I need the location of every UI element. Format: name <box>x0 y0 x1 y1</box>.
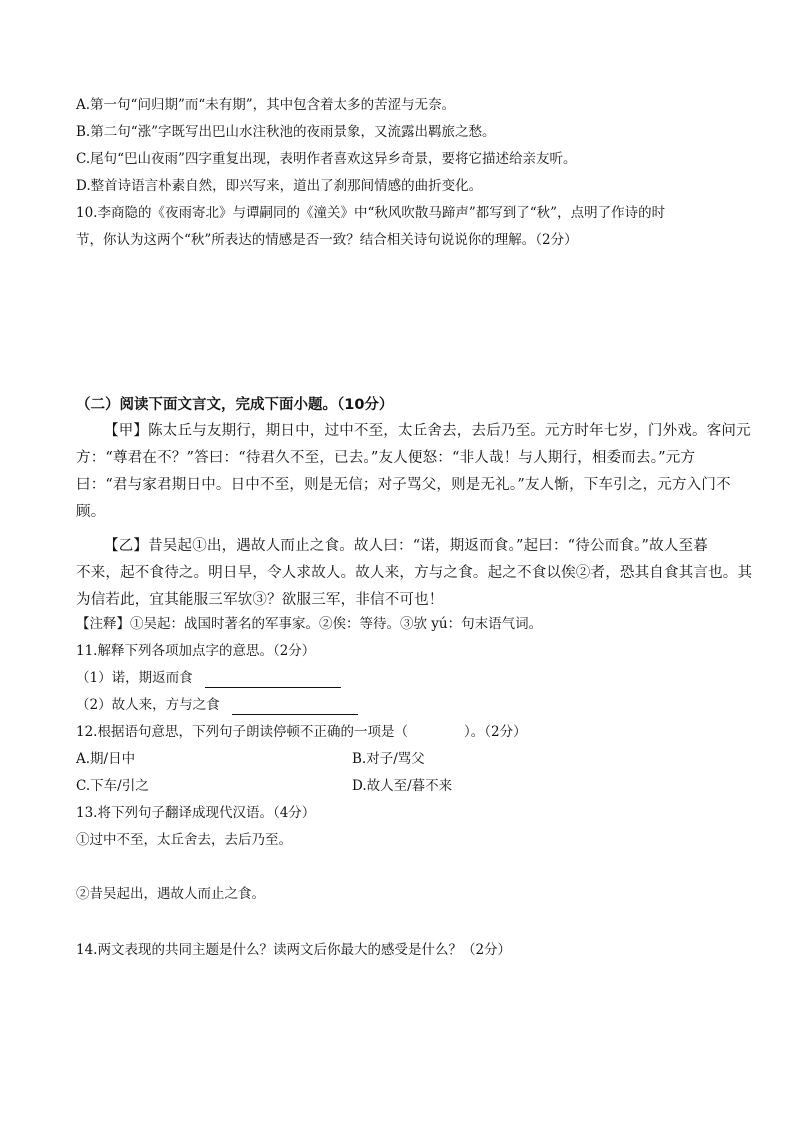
passage-jia-line-4: 顾。 <box>76 504 106 520</box>
question-12-option-a: A.期/日中 <box>76 751 136 767</box>
passage-yi-line-3: 为信若此，宜其能服三军欤③？欲服三军，非信不可也！ <box>76 592 444 608</box>
option-b: B.第二句“涨”字既写出巴山水注秋池的夜雨景象，又流露出羁旅之愁。 <box>76 124 496 140</box>
passage-yi-line-1: 【乙】昔吴起①出，遇故人而止之食。故人曰：“诺，期返而食。”起曰：“待公而食。”故人至暮 <box>104 538 708 554</box>
question-12-option-c: C.下车/引之 <box>76 778 149 794</box>
question-12-option-d: D.故人至/暮不来 <box>352 778 453 794</box>
question-11-item-2 <box>76 695 358 715</box>
question-12-stem-start: 12.根据语句意思，下列句子朗读停顿不正确的一项是（ <box>76 724 408 740</box>
question-14-stem: 14.两文表现的共同主题是什么？读两文后你最大的感受是什么？（2分） <box>76 942 512 958</box>
question-13-stem: 13.将下列句子翻译成现代汉语。（4分） <box>76 805 316 821</box>
question-13-sentence-2: ②昔吴起出，遇故人而止之食。 <box>76 886 265 902</box>
passage-yi-line-2: 不来，起不食待之。明日早，令人求故人。故人来，方与之食。起之不食以俟②者，恐其自食其言也。其 <box>76 565 753 581</box>
passage-jia-line-3: 曰：“君与家君期日中。日中不至，则是无信；对子骂父，则是无礼。”友人惭，下车引之，元方入门不 <box>76 477 731 493</box>
question-12-option-b: B.对子/骂父 <box>352 751 425 767</box>
passage-jia-line-1: 【甲】陈太丘与友期行，期日中，过中不至，太丘舍去，去后乃至。元方时年七岁，门外戏。客问元 <box>104 423 751 439</box>
question-11-item-1 <box>76 668 341 688</box>
answer-blank-1[interactable] <box>205 673 341 688</box>
annotation-note: 【注释】①吴起：战国时著名的军事家。②俟：等待。③欤 yú：句末语气词。 <box>76 616 543 632</box>
question-11-item-2-text: （2）故人来，方与之食 <box>76 697 220 713</box>
passage-jia-line-2: 方：“尊君在不？”答曰：“待君久不至，已去。”友人便怒：“非人哉！与人期行，相委而去。”元方 <box>76 450 696 466</box>
question-13-sentence-1: ①过中不至，太丘舍去，去后乃至。 <box>76 832 292 848</box>
option-a: A.第一句“问归期”而“未有期”，其中包含着太多的苦涩与无奈。 <box>76 97 456 113</box>
section-2-heading: （二）阅读下面文言文，完成下面小题。（10分） <box>76 397 394 413</box>
option-d: D.整首诗语言朴素自然，即兴写来，道出了刹那间情感的曲折变化。 <box>76 178 483 194</box>
answer-blank-2[interactable] <box>232 700 358 715</box>
option-c: C.尾句“巴山夜雨”四字重复出现，表明作者喜欢这异乡奇景，要将它描述给亲友听。 <box>76 151 577 167</box>
question-11-stem: 11.解释下列各项加点字的意思。（2分） <box>76 643 316 659</box>
question-12-stem <box>76 722 527 742</box>
question-12-stem-end: ）。（2分） <box>463 724 527 740</box>
question-11-item-1-text: （1）诺，期返而食 <box>76 670 193 686</box>
question-10-line-2: 节，你认为这两个“秋”所表达的情感是否一致？结合相关诗句说说你的理解。（2分） <box>76 232 578 248</box>
question-10-line-1: 10.李商隐的《夜雨寄北》与谭嗣同的《潼关》中“秋风吹散马蹄声”都写到了“秋”，点明了作诗的时 <box>76 205 666 221</box>
